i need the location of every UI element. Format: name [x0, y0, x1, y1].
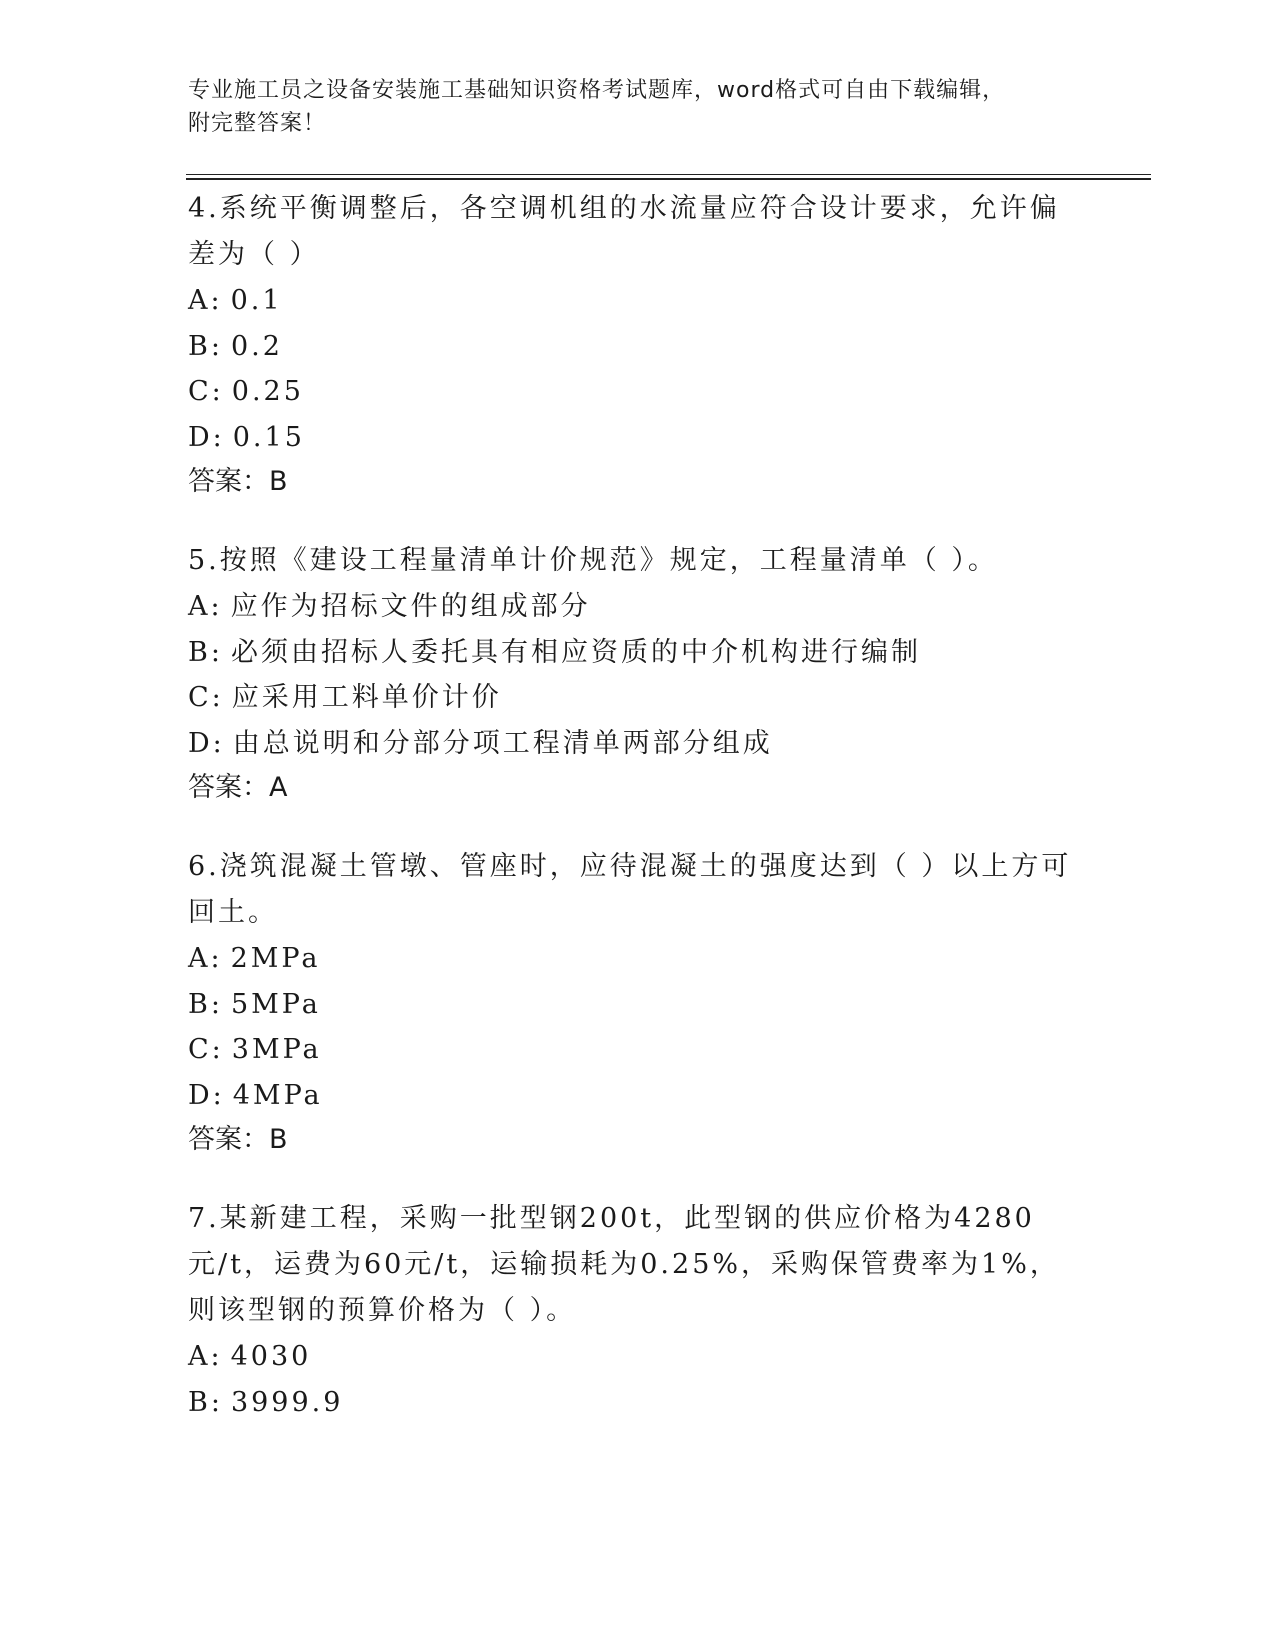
header-divider-thin: [186, 174, 1151, 175]
option-text: 4030: [230, 1341, 312, 1372]
option-letter: A:: [188, 285, 223, 316]
option-a: [188, 936, 1088, 982]
option-letter: B:: [188, 330, 223, 362]
option-letter: D:: [188, 727, 225, 759]
option-letter: A:: [188, 943, 223, 974]
answer-label: 答案：B: [188, 466, 288, 497]
option-letter: C:: [188, 1034, 224, 1065]
question-stem: 4.系统平衡调整后，各空调机组的水流量应符合设计要求，允许偏差为（ ）: [188, 193, 1060, 270]
option-letter: B:: [188, 636, 223, 668]
question-7: [188, 1196, 1088, 1425]
option-a: [188, 584, 1088, 630]
option-text: 由总说明和分部分项工程清单两部分组成: [232, 727, 773, 759]
option-text: 0.25: [231, 376, 304, 407]
option-letter: A:: [188, 1341, 223, 1372]
option-letter: D:: [188, 1079, 225, 1111]
option-text: 0.15: [232, 421, 305, 453]
option-text: 应作为招标文件的组成部分: [230, 591, 591, 622]
option-letter: A:: [188, 591, 223, 622]
option-text: 4MPa: [232, 1079, 323, 1111]
option-text: 5MPa: [230, 988, 321, 1020]
option-letter: B:: [188, 988, 223, 1020]
question-list: [188, 186, 1088, 1459]
question-5: [188, 538, 1088, 810]
option-text: 3999.9: [230, 1386, 344, 1418]
option-b: [188, 1380, 1088, 1426]
option-letter: C:: [188, 682, 224, 713]
question-stem: 5.按照《建设工程量清单计价规范》规定，工程量清单（ ）。: [188, 545, 998, 576]
option-text: 0.1: [230, 285, 283, 316]
option-text: 必须由招标人委托具有相应资质的中介机构进行编制: [230, 636, 921, 668]
option-a: [188, 1334, 1088, 1380]
option-letter: D:: [188, 421, 225, 453]
header-line-1: 专业施工员之设备安装施工基础知识资格考试题库，word格式可自由下载编辑，: [188, 78, 1006, 103]
option-letter: C:: [188, 376, 224, 407]
option-a: [188, 278, 1088, 324]
option-text: 0.2: [230, 330, 283, 362]
question-stem: 6.浇筑混凝土管墩、管座时，应待混凝土的强度达到（ ）以上方可回土。: [188, 851, 1072, 928]
option-b: [188, 324, 1088, 370]
option-b: [188, 630, 1088, 676]
option-b: [188, 982, 1088, 1028]
question-6: [188, 844, 1088, 1162]
question-stem: 7.某新建工程，采购一批型钢200t，此型钢的供应价格为4280元/t，运费为60元/t，运输损耗为0.25%，采购保管费率为1%，则该型钢的预算价格为（ ）。: [188, 1203, 1060, 1326]
option-text: 3MPa: [231, 1034, 322, 1065]
option-text: 2MPa: [230, 943, 321, 974]
option-letter: B:: [188, 1386, 223, 1418]
option-c: [188, 369, 1088, 415]
option-d: [188, 415, 1088, 461]
option-d: [188, 721, 1088, 767]
document-header: [188, 74, 1068, 140]
header-line-2: 附完整答案！: [188, 111, 327, 136]
option-c: [188, 1027, 1088, 1073]
header-divider-thick: [186, 178, 1151, 180]
option-text: 应采用工料单价计价: [231, 682, 502, 713]
option-c: [188, 675, 1088, 721]
question-4: [188, 186, 1088, 504]
option-d: [188, 1073, 1088, 1119]
answer-label: 答案：B: [188, 1124, 288, 1155]
answer-label: 答案：A: [188, 772, 288, 803]
